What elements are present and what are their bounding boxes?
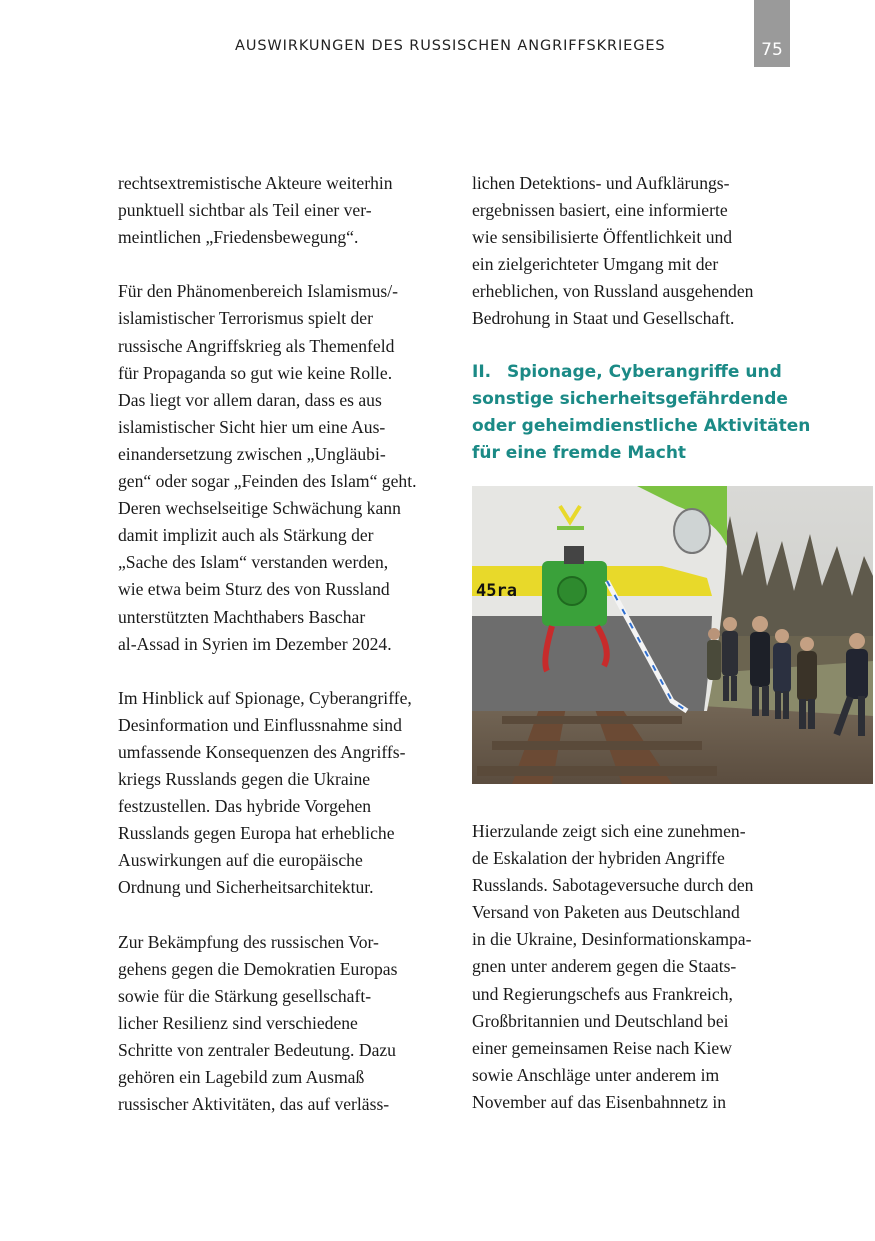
section-number: II. (472, 362, 492, 382)
text-line: Bedrohung in Staat und Gesellschaft. (472, 308, 735, 329)
text-line: lichen Detektions- und Aufklärungs- (472, 173, 730, 193)
text-line: sowie Anschläge unter anderem im (472, 1064, 720, 1085)
text-line: gen“ oder sogar „Feinden des Islam“ geht. (118, 471, 417, 492)
page-number: 75 (761, 40, 783, 60)
heading-line: sonstige sicherheitsgefährdende (472, 389, 788, 410)
text-line: wie sensibilisierte Öffentlichkeit und (472, 227, 733, 248)
text-line: islamistischer Sicht hier um eine Aus- (118, 416, 386, 437)
text-line: Großbritannien und Deutschland bei (472, 1010, 729, 1031)
text-line: gnen unter anderem gegen die Staats- (472, 956, 737, 977)
right-column-bottom (472, 818, 802, 1116)
paragraph (472, 170, 802, 333)
heading-line: Spionage, Cyberangriffe und (507, 362, 782, 382)
text-line: Für den Phänomenbereich Islamismus/- (118, 281, 398, 302)
text-line: Russlands gegen Europa hat erhebliche (118, 823, 395, 844)
text-line: punktuell sichtbar als Teil einer ver- (118, 200, 372, 221)
text-line: Das liegt vor allem daran, dass es aus (118, 389, 382, 410)
text-line: wie etwa beim Sturz des von Russland (118, 579, 390, 600)
text-line: gehören ein Lagebild zum Ausmaß (118, 1067, 365, 1088)
text-line: Deren wechselseitige Schwächung kann (118, 498, 401, 519)
text-line: Schritte von zentraler Bedeutung. Dazu (118, 1040, 396, 1060)
left-column (118, 170, 448, 1118)
text-line: festzustellen. Das hybride Vorgehen (118, 796, 372, 817)
text-line: umfassende Konsequenzen des Angriffs- (118, 741, 406, 762)
page-number-tab (754, 0, 790, 67)
train-sabotage-photo (472, 486, 873, 784)
text-line: licher Resilienz sind verschiedene (118, 1012, 358, 1033)
text-line: gehens gegen die Demokratien Europas (118, 958, 398, 979)
text-line: sowie für die Stärkung gesellschaft- (118, 985, 372, 1006)
text-line: einandersetzung zwischen „Ungläubi- (118, 443, 386, 464)
heading-line: oder geheimdienstliche Aktivitäten (472, 416, 811, 437)
text-line: russische Angriffskrieg als Themenfeld (118, 335, 395, 356)
text-line: kriegs Russlands gegen die Ukraine (118, 769, 371, 790)
text-line: November auf das Eisenbahnnetz in (472, 1091, 727, 1112)
train-number: 45ra (476, 581, 517, 601)
paragraph (472, 818, 802, 1116)
text-line: einer gemeinsamen Reise nach Kiew (472, 1037, 732, 1058)
text-line: Desinformation und Einflussnahme sind (118, 714, 402, 735)
text-line: erheblichen, von Russland ausgehenden (472, 281, 754, 302)
text-line: damit implizit auch als Stärkung der (118, 525, 374, 546)
text-line: meintlichen „Friedensbewegung“. (118, 227, 359, 248)
text-line: Hierzulande zeigt sich eine zunehmen- (472, 821, 746, 841)
text-line: Russlands. Sabotageversuche durch den (472, 875, 754, 896)
text-line: Ordnung und Sicherheitsarchitektur. (118, 877, 374, 898)
text-line: Zur Bekämpfung des russischen Vor- (118, 931, 379, 952)
text-line: al-Assad in Syrien im Dezember 2024. (118, 633, 392, 654)
text-line: rechtsextremistische Akteure weiterhin (118, 173, 393, 193)
paragraph (118, 170, 448, 251)
running-title: AUSWIRKUNGEN DES RUSSISCHEN ANGRIFFSKRIEGES (235, 38, 666, 54)
text-line: Im Hinblick auf Spionage, Cyberangriffe, (118, 687, 412, 708)
text-line: Versand von Paketen aus Deutschland (472, 902, 740, 923)
text-line: Auswirkungen auf die europäische (118, 850, 363, 871)
text-line: islamistischer Terrorismus spielt der (118, 308, 373, 329)
text-line: „Sache des Islam“ verstanden werden, (118, 552, 389, 573)
text-line: ein zielgerichteter Umgang mit der (472, 254, 719, 275)
text-line: ergebnissen basiert, eine informierte (472, 200, 728, 221)
heading-line: für eine fremde Macht (472, 443, 687, 464)
section-heading (472, 359, 810, 467)
text-line: unterstützten Machthabers Baschar (118, 606, 366, 627)
text-line: russischer Aktivitäten, das auf verläss- (118, 1094, 390, 1115)
paragraph (118, 929, 448, 1119)
right-column-top (472, 170, 802, 333)
text-line: für Propaganda so gut wie keine Rolle. (118, 362, 393, 383)
text-line: in die Ukraine, Desinformationskampa- (472, 929, 752, 950)
text-line: und Regierungschefs aus Frankreich, (472, 983, 733, 1004)
paragraph (118, 278, 448, 657)
paragraph (118, 685, 448, 902)
text-line: de Eskalation der hybriden Angriffe (472, 848, 725, 869)
